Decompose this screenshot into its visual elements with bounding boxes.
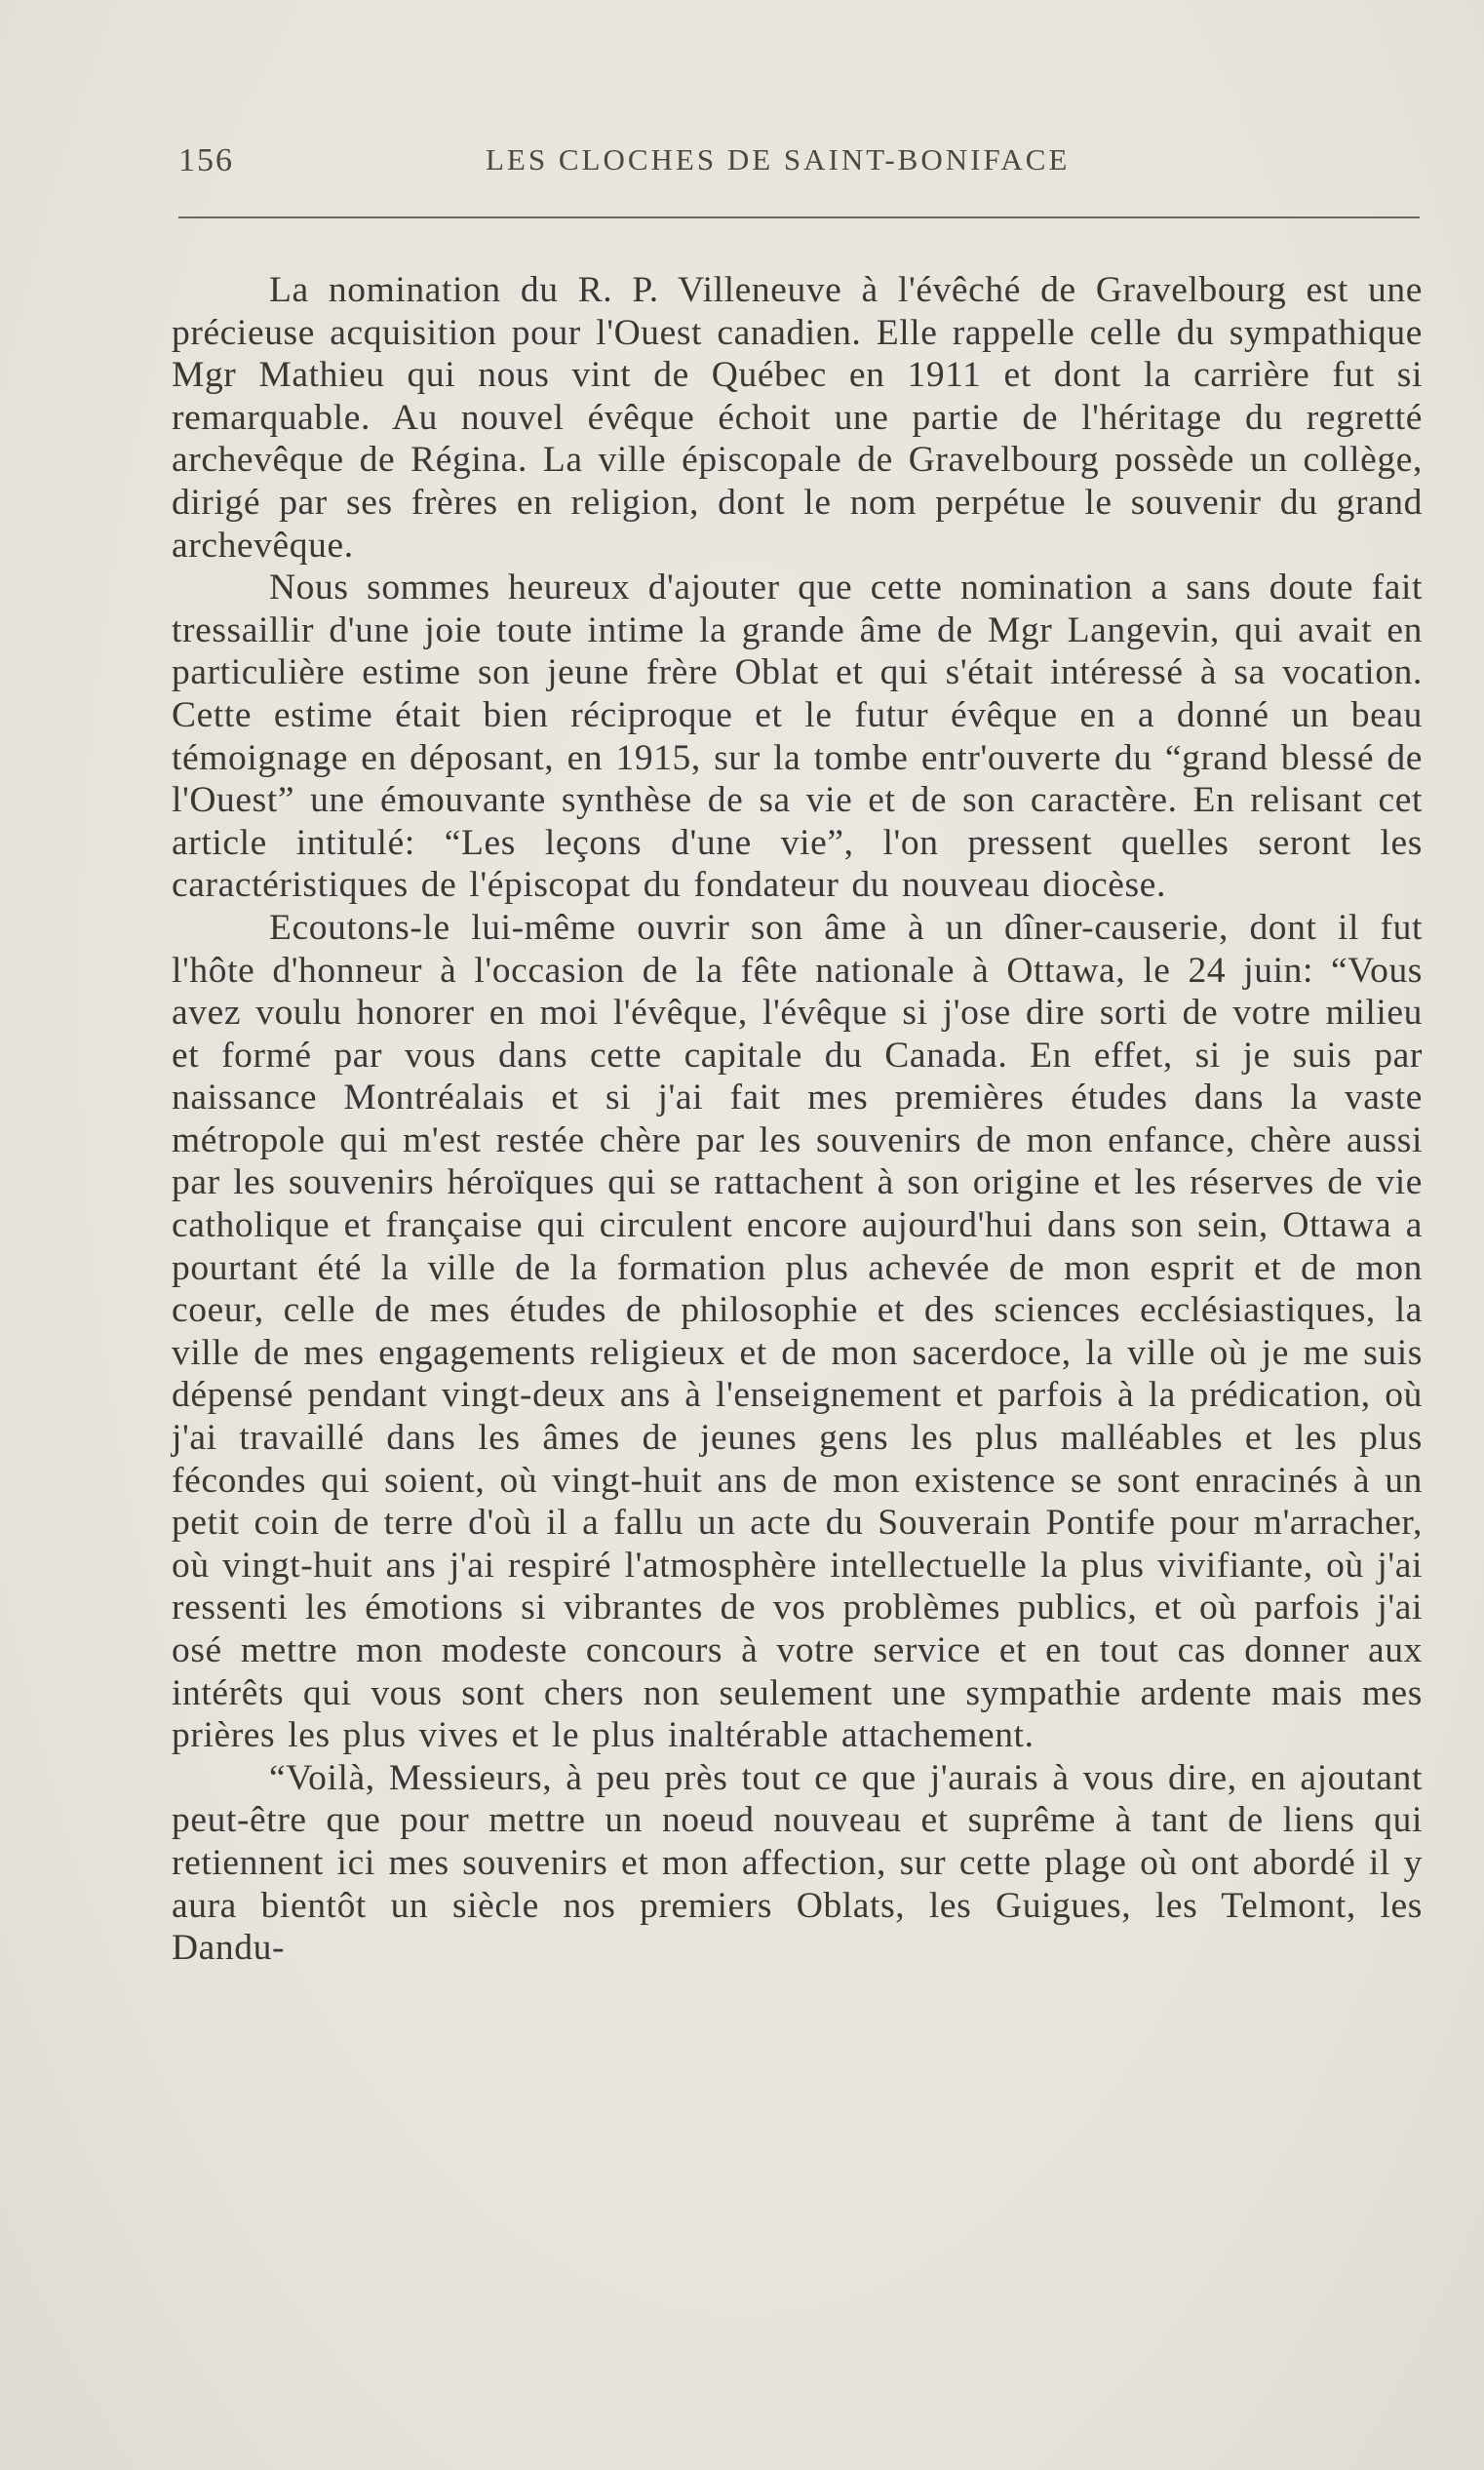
paragraph: “Voilà, Messieurs, à peu près tout ce que j'aurais à vous dire, en ajoutant peut-être que pour mettre un noeud nouveau et suprême à tant de liens qui retiennent ici mes souvenirs et mon affection, sur cette plage où ont abordé il y aura bientôt un siècle nos premiers Oblats, les Guigues, les Telmont, les Dandu- bbox=[172, 1757, 1423, 1969]
page-header bbox=[178, 142, 1420, 181]
paragraph: Nous sommes heureux d'ajouter que cette nomination a sans doute fait tressaillir d'une joie toute intime la grande âme de Mgr Langevin, qui avait en particulière estime son jeune frère Oblat et qui s'était intéressé à sa vocation. Cette estime était bien réciproque et le futur évêque en a donné un beau témoignage en déposant, en 1915, sur la tombe entr'ouverte du “grand blessé de l'Ouest” une émouvante synthèse de sa vie et de son caractère. En relisant cet article intitulé: “Les leçons d'une vie”, l'on pressent quelles seront les caractéristiques de l'épiscopat du fondateur du nouveau diocèse. bbox=[172, 568, 1423, 906]
body-text bbox=[172, 269, 1423, 1970]
running-title: LES CLOCHES DE SAINT-BONIFACE bbox=[486, 142, 1071, 176]
header-rule bbox=[178, 216, 1420, 218]
page-number: 156 bbox=[178, 142, 234, 178]
paragraph: Ecoutons-le lui-même ouvrir son âme à un dîner-causerie, dont il fut l'hôte d'honneur à l'occasion de la fête nationale à Ottawa, le 24 juin: “Vous avez voulu honorer en moi l'évêque, l'évêque si j'ose dire sorti de votre milieu et formé par vous dans cette capitale du Canada. En effet, si je suis par naissance Montréalais et si j'ai fait mes premières études dans la vaste métropole qui m'est restée chère par les souvenirs de mon enfance, chère aussi par les souvenirs héroïques qui se rattachent à son origine et les réserves de vie catholique et française qui circulent encore aujourd'hui dans son sein, Ottawa a pourtant été la ville de la formation plus achevée de mon esprit et de mon coeur, celle de mes études de philosophie et des sciences ecclésiastiques, la ville de mes engagements religieux et de mon sacerdoce, la ville où je me suis dépensé pendant vingt-deux ans à l'enseignement et parfois à la prédication, où j'ai travaillé dans les âmes de jeunes gens les plus malléables et les plus fécondes qui soient, où vingt-huit ans de mon existence se sont enracinés à un petit coin de terre d'où il a fallu un acte du Souverain Pontife pour m'arracher, où vingt-huit ans j'ai respiré l'atmosphère intellectuelle la plus vivifiante, où j'ai ressenti les émotions si vibrantes de vos problèmes publics, et où parfois j'ai osé mettre mon modeste concours à votre service et en tout cas donner aux intérêts qui vous sont chers non seulement une sympathie ardente mais mes prières les plus vives et le plus inaltérable attachement. bbox=[172, 907, 1423, 1756]
paragraph: La nomination du R. P. Villeneuve à l'évêché de Gravelbourg est une précieuse acquisition pour l'Ouest canadien. Elle rappelle celle du sympathique Mgr Mathieu qui nous vint de Québec en 1911 et dont la carrière fut si remarquable. Au nouvel évêque échoit une partie de l'héritage du regretté archevêque de Régina. La ville épiscopale de Gravelbourg possède un collège, dirigé par ses frères en religion, dont le nom perpétue le souvenir du grand archevêque. bbox=[172, 270, 1423, 566]
